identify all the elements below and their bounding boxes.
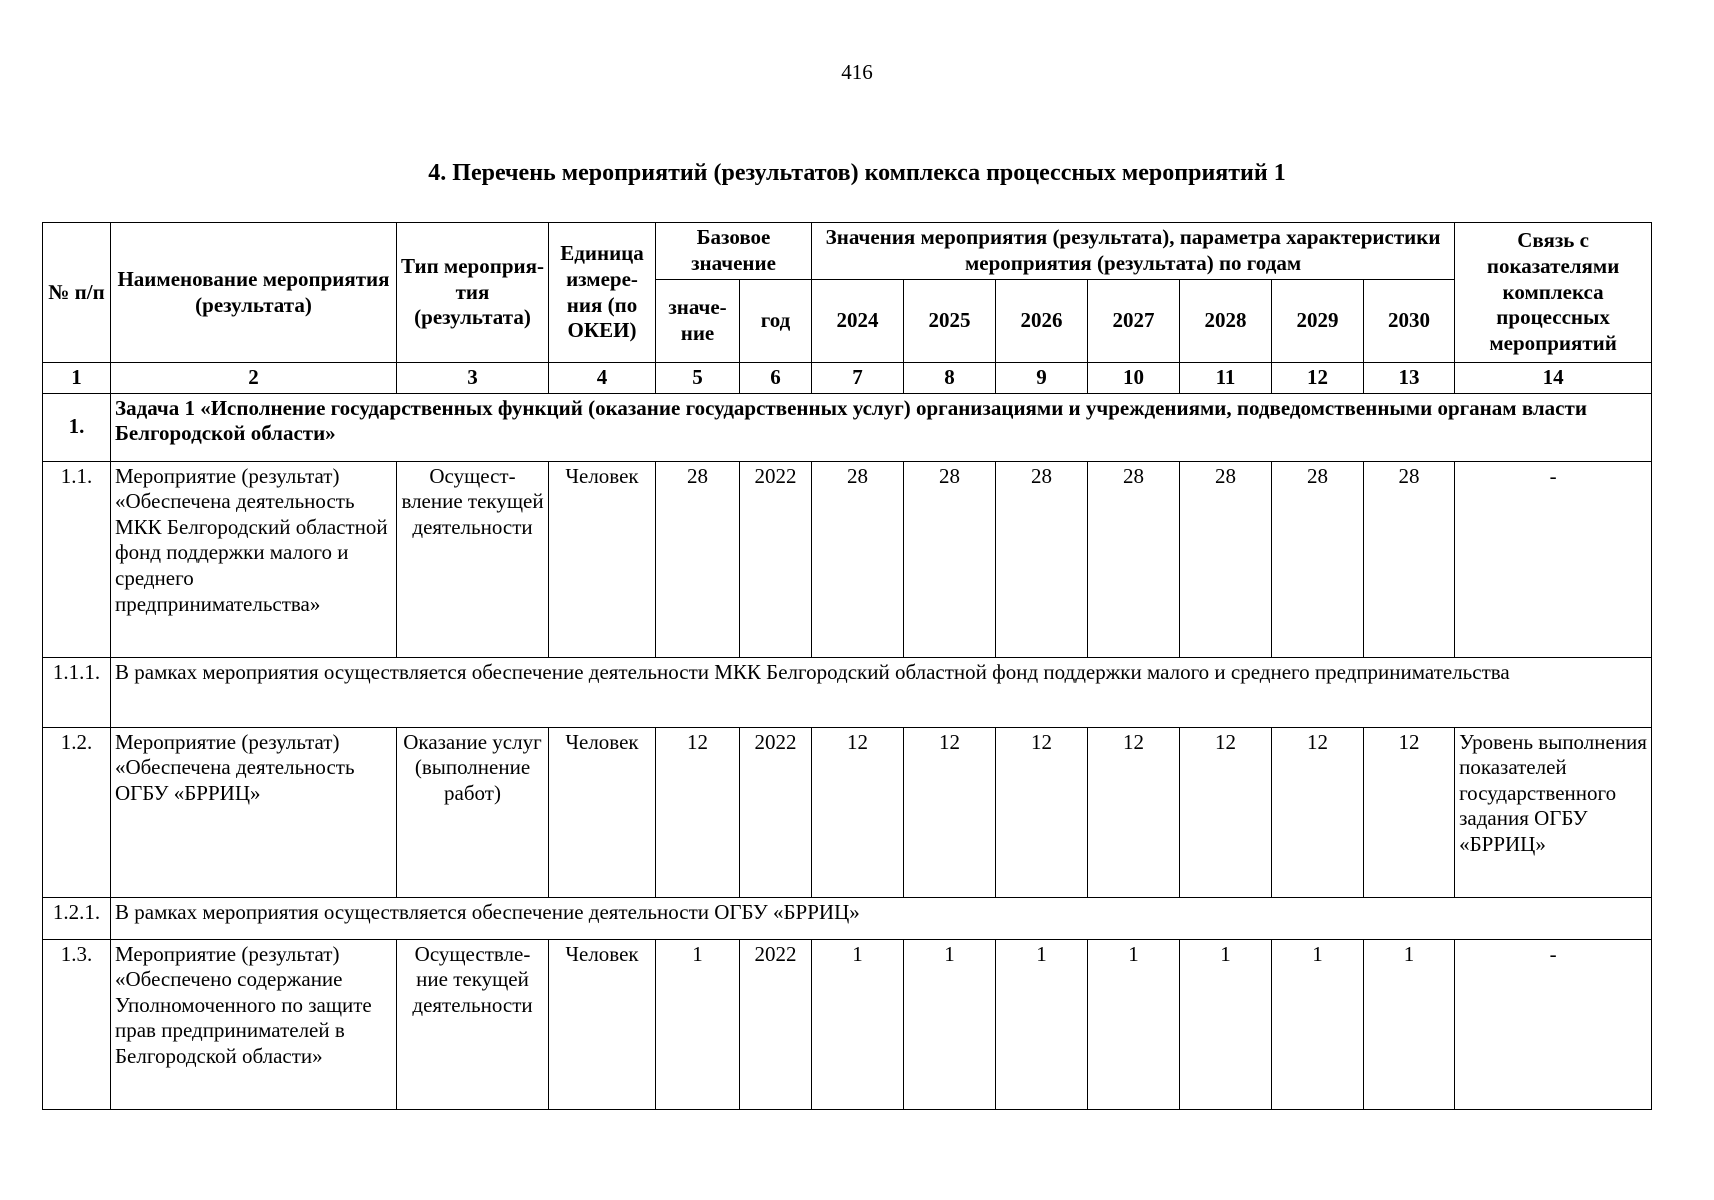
column-number: 8 xyxy=(904,363,996,394)
year-value: 1 xyxy=(1088,939,1180,1109)
year-value: 12 xyxy=(1180,727,1272,897)
year-value: 1 xyxy=(812,939,904,1109)
column-number-row xyxy=(43,363,1652,394)
header-num: № п/п xyxy=(43,223,111,363)
base-value: 1 xyxy=(656,939,740,1109)
header-name: Наименование мероприятия (результата) xyxy=(111,223,397,363)
sub-row xyxy=(43,657,1652,727)
header-unit: Единица измере-ния (по ОКЕИ) xyxy=(549,223,656,363)
column-number: 7 xyxy=(812,363,904,394)
table-row xyxy=(43,461,1652,657)
column-number: 13 xyxy=(1364,363,1455,394)
column-number: 9 xyxy=(996,363,1088,394)
year-value: 28 xyxy=(812,461,904,657)
column-number: 10 xyxy=(1088,363,1180,394)
year-value: 1 xyxy=(904,939,996,1109)
task-text: Задача 1 «Исполнение государственных функций (оказание государственных услуг) организациями и учреждениями, подведомственными органам власти Белгородской области» xyxy=(111,393,1652,461)
year-value: 1 xyxy=(1272,939,1364,1109)
column-number: 6 xyxy=(740,363,812,394)
base-value: 12 xyxy=(656,727,740,897)
unit: Человек xyxy=(549,939,656,1109)
column-number: 14 xyxy=(1455,363,1652,394)
document-title: 4. Перечень мероприятий (результатов) комплекса процессных мероприятий 1 xyxy=(428,160,1286,186)
year-value: 28 xyxy=(1364,461,1455,657)
base-year: 2022 xyxy=(740,939,812,1109)
base-year: 2022 xyxy=(740,461,812,657)
unit: Человек xyxy=(549,461,656,657)
activity-name: Мероприятие (результат) «Обеспечена деятельность ОГБУ «БРРИЦ» xyxy=(111,727,397,897)
activity-type: Оказание услуг (выполнение работ) xyxy=(397,727,549,897)
header-year: 2029 xyxy=(1272,280,1364,363)
sub-row-number: 1.2.1. xyxy=(43,897,111,939)
year-value: 1 xyxy=(1364,939,1455,1109)
year-value: 28 xyxy=(996,461,1088,657)
indicator-link: - xyxy=(1455,939,1652,1109)
header-type: Тип мероприя-тия (результата) xyxy=(397,223,549,363)
header-year: 2025 xyxy=(904,280,996,363)
sub-row-number: 1.1.1. xyxy=(43,657,111,727)
activity-type: Осущест-вление текущей деятельности xyxy=(397,461,549,657)
header-year: 2027 xyxy=(1088,280,1180,363)
sub-row-text: В рамках мероприятия осуществляется обеспечение деятельности ОГБУ «БРРИЦ» xyxy=(111,897,1652,939)
base-value: 28 xyxy=(656,461,740,657)
row-number: 1.3. xyxy=(43,939,111,1109)
task-number: 1. xyxy=(43,393,111,461)
year-value: 28 xyxy=(1180,461,1272,657)
year-value: 12 xyxy=(1272,727,1364,897)
indicator-link: - xyxy=(1455,461,1652,657)
year-value: 1 xyxy=(1180,939,1272,1109)
column-number: 11 xyxy=(1180,363,1272,394)
header-year: 2028 xyxy=(1180,280,1272,363)
header-year: 2024 xyxy=(812,280,904,363)
task-row xyxy=(43,393,1652,461)
header-year: 2030 xyxy=(1364,280,1455,363)
table-row xyxy=(43,939,1652,1109)
year-value: 12 xyxy=(996,727,1088,897)
base-year: 2022 xyxy=(740,727,812,897)
column-number: 5 xyxy=(656,363,740,394)
unit: Человек xyxy=(549,727,656,897)
row-number: 1.1. xyxy=(43,461,111,657)
header-base-value: значе-ние xyxy=(656,280,740,363)
header-base: Базовое значение xyxy=(656,223,812,280)
year-value: 28 xyxy=(1088,461,1180,657)
year-value: 12 xyxy=(1088,727,1180,897)
table-row xyxy=(43,727,1652,897)
year-value: 1 xyxy=(996,939,1088,1109)
year-value: 12 xyxy=(812,727,904,897)
year-value: 28 xyxy=(1272,461,1364,657)
activities-table xyxy=(42,222,1652,1110)
column-number: 3 xyxy=(397,363,549,394)
column-number: 2 xyxy=(111,363,397,394)
column-number: 1 xyxy=(43,363,111,394)
header-values-by-year: Значения мероприятия (результата), параметра характеристики мероприятия (результата) по годам xyxy=(812,223,1455,280)
year-value: 28 xyxy=(904,461,996,657)
page-number: 416 xyxy=(841,60,873,84)
header-link: Связь с показателями комплекса процессных мероприятий xyxy=(1455,223,1652,363)
column-number: 12 xyxy=(1272,363,1364,394)
year-value: 12 xyxy=(1364,727,1455,897)
sub-row-text: В рамках мероприятия осуществляется обеспечение деятельности МКК Белгородский областной фонд поддержки малого и среднего предпринимательства xyxy=(111,657,1652,727)
activity-name: Мероприятие (результат) «Обеспечена деятельность МКК Белгородский областной фонд поддержки малого и среднего предпринимательства» xyxy=(111,461,397,657)
column-number: 4 xyxy=(549,363,656,394)
row-number: 1.2. xyxy=(43,727,111,897)
sub-row xyxy=(43,897,1652,939)
activity-name: Мероприятие (результат) «Обеспечено содержание Уполномоченного по защите прав предпринимателей в Белгородской области» xyxy=(111,939,397,1109)
year-value: 12 xyxy=(904,727,996,897)
header-base-year: год xyxy=(740,280,812,363)
indicator-link: Уровень выполнения показателей государственного задания ОГБУ «БРРИЦ» xyxy=(1455,727,1652,897)
activity-type: Осуществле-ние текущей деятельности xyxy=(397,939,549,1109)
header-year: 2026 xyxy=(996,280,1088,363)
